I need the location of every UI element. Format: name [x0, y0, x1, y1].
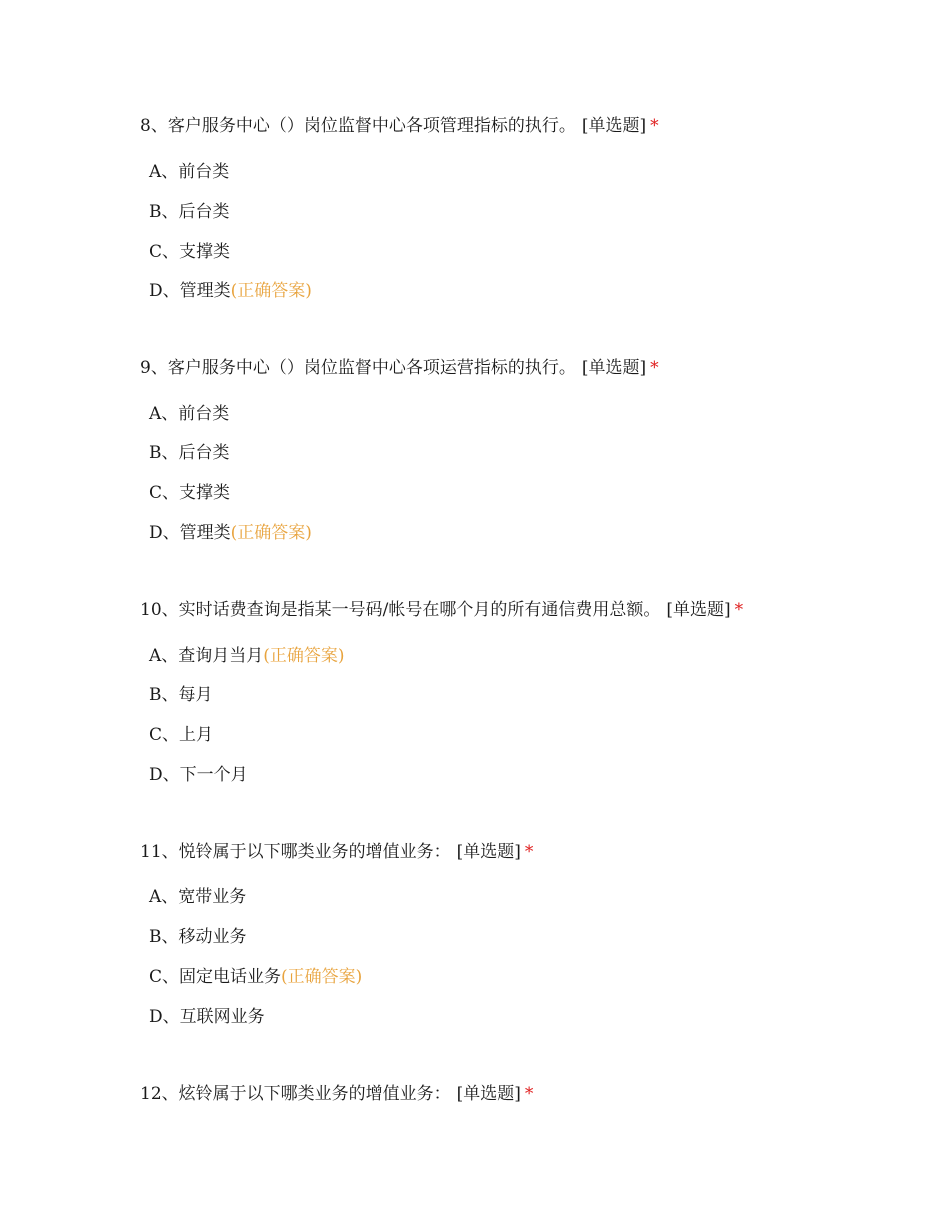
- option-text: B、后台类: [149, 443, 230, 463]
- option-d[interactable]: [149, 1006, 265, 1028]
- option-d[interactable]: [149, 522, 312, 544]
- option-b[interactable]: [149, 684, 213, 706]
- question-text: 11、悦铃属于以下哪类业务的增值业务：: [140, 842, 451, 862]
- option-c[interactable]: [149, 482, 230, 504]
- option-text: D、下一个月: [149, 765, 248, 785]
- option-d[interactable]: [149, 764, 248, 786]
- required-asterisk: *: [524, 1084, 534, 1104]
- option-text: A、宽带业务: [149, 887, 247, 907]
- option-text: A、前台类: [149, 162, 230, 182]
- correct-answer-note: (正确答案): [230, 523, 312, 543]
- required-asterisk: *: [650, 116, 659, 136]
- question-type-tag: [单选题]: [581, 358, 647, 378]
- option-text: D、管理类: [149, 523, 231, 543]
- question-type-tag: [单选题]: [456, 1084, 521, 1104]
- option-b[interactable]: [149, 201, 230, 223]
- option-a[interactable]: [149, 886, 246, 908]
- option-b[interactable]: [149, 442, 230, 464]
- option-text: C、上月: [149, 725, 214, 745]
- option-a[interactable]: [149, 645, 345, 667]
- correct-answer-note: (正确答案): [281, 967, 363, 987]
- question-title: [140, 1083, 533, 1105]
- correct-answer-note: (正确答案): [263, 646, 345, 666]
- question-title: [140, 115, 659, 137]
- question-title: [140, 841, 533, 863]
- option-d[interactable]: [149, 280, 312, 302]
- option-text: A、前台类: [149, 404, 230, 424]
- option-text: B、每月: [149, 685, 213, 705]
- question-type-tag: [单选题]: [666, 600, 731, 620]
- option-a[interactable]: [149, 403, 229, 425]
- question-type-tag: [单选题]: [581, 116, 647, 136]
- required-asterisk: *: [650, 358, 659, 378]
- question-text: 9、客户服务中心（）岗位监督中心各项运营指标的执行。: [140, 358, 576, 378]
- question-text: 10、实时话费查询是指某一号码/帐号在哪个月的所有通信费用总额。: [140, 600, 661, 620]
- option-text: C、支撑类: [149, 483, 231, 503]
- option-c[interactable]: [149, 966, 362, 988]
- correct-answer-note: (正确答案): [230, 281, 312, 301]
- required-asterisk: *: [524, 842, 534, 862]
- option-text: D、管理类: [149, 281, 231, 301]
- option-b[interactable]: [149, 926, 247, 948]
- option-text: C、固定电话业务: [149, 967, 282, 987]
- question-title: [140, 357, 659, 379]
- question-text: 12、炫铃属于以下哪类业务的增值业务：: [140, 1084, 451, 1104]
- option-text: B、后台类: [149, 202, 230, 222]
- option-text: A、查询月当月: [149, 646, 264, 666]
- option-a[interactable]: [149, 161, 229, 183]
- question-text: 8、客户服务中心（）岗位监督中心各项管理指标的执行。: [140, 116, 576, 136]
- question-title: [140, 599, 743, 621]
- required-asterisk: *: [734, 600, 744, 620]
- option-text: B、移动业务: [149, 927, 247, 947]
- question-type-tag: [单选题]: [456, 842, 521, 862]
- option-c[interactable]: [149, 724, 213, 746]
- option-text: C、支撑类: [149, 242, 231, 262]
- option-text: D、互联网业务: [149, 1007, 265, 1027]
- option-c[interactable]: [149, 241, 230, 263]
